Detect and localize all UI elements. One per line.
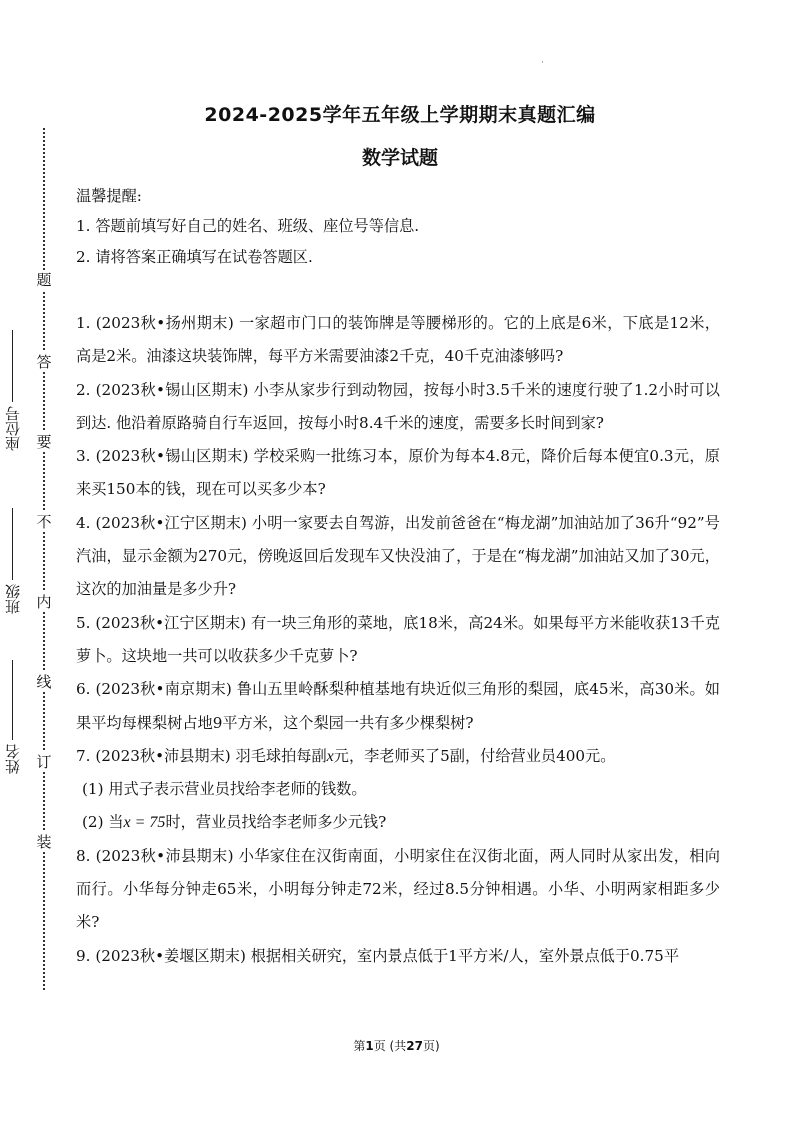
question-1: 1. (2023秋•扬州期末) 一家超市门口的装饰牌是等腰梯形的。它的上底是6米，下底是12米，高是2米。油漆这块装饰牌，每平方米需要油漆2千克，40千克油漆够吗?: [76, 314, 720, 366]
name-label: 姓名: [4, 744, 22, 774]
question-7-text-end: 元，李老师买了5副，付给营业员400元。: [333, 746, 616, 765]
page-subtitle: 数学试题: [361, 147, 438, 169]
footer-total-pages: 27: [406, 1039, 423, 1053]
name-blank: [13, 660, 14, 740]
question-6: 6. (2023秋•南京期末) 鲁山五里岭酥梨种植基地有块近似三角形的梨园，底45米，高30米。如果平均每棵梨树占地9平方米，这个梨园一共有多少棵梨树?: [76, 680, 720, 732]
question-4: 4. (2023秋•江宁区期末) 小明一家要去自驾游，出发前爸爸在“梅龙湖”加油站加了36升“92”号汽油，显示金额为270元，傍晚返回后发现车又快没油了，于是在“梅龙湖”加油站又加了30元，这次的加油量是多少升?: [76, 513, 720, 599]
binding-char: 订: [34, 752, 54, 772]
question-7-sub-1: (1) 用式子表示营业员找给李老师的钱数。: [82, 780, 367, 799]
exam-content: [76, 181, 720, 973]
seat-number-label: 座位号: [4, 406, 22, 451]
footer-suffix: 页): [422, 1039, 440, 1053]
footer-prefix: 第: [353, 1039, 366, 1053]
binding-char: 线: [34, 672, 54, 692]
notice-item: 1. 答题前填写好自己的姓名、班级、座位号等信息.: [76, 217, 420, 235]
binding-char: 内: [34, 592, 54, 612]
question-9: 9. (2023秋•姜堰区期末) 根据相关研究，室内景点低于1平方米/人，室外景点低于0.75平: [76, 946, 680, 965]
notice-title: 温馨提醒:: [76, 187, 142, 205]
binding-char: 答: [34, 352, 54, 372]
question-3: 3. (2023秋•锡山区期末) 学校采购一批练习本，原价为每本4.8元，降价后每本便宜0.3元，原来买150本的钱，现在可以买多少本?: [76, 447, 720, 499]
notice-item: 2. 请将答案正确填写在试卷答题区.: [76, 248, 313, 266]
seat-number-field: [2, 330, 24, 451]
page-footer: [0, 1037, 793, 1054]
question-7: [76, 740, 720, 773]
question-7-sub-2-end: 时，营业员找给李老师多少元钱?: [165, 813, 387, 832]
question-5: 5. (2023秋•江宁区期末) 有一块三角形的菜地，底18米，高24米。如果每平方米能收获13千克萝卜。这块地一共可以收获多少千克萝卜?: [76, 613, 720, 665]
footer-middle: 页 (共: [373, 1039, 407, 1053]
class-label: 班级: [4, 584, 22, 614]
question-7-text: 7. (2023秋•沛县期末) 羽毛球拍每副: [76, 746, 327, 765]
variable-x: x: [326, 747, 334, 765]
binding-dotted-line: [43, 128, 45, 990]
question-7-sub-2: [76, 806, 720, 839]
math-expression: x = 75: [123, 814, 166, 832]
footer-page-number: 1: [365, 1039, 374, 1053]
class-field: [2, 508, 24, 614]
question-8: 8. (2023秋•沛县期末) 小华家住在汉街南面，小明家住在汉街北面，两人同时从家出发，相向而行。小华每分钟走65米，小明每分钟走72米，经过8.5分钟相遇。小华、小明两家相距多少米?: [76, 846, 720, 932]
binding-char: 不: [34, 512, 54, 532]
page-title: 2024-2025学年五年级上学期期末真题汇编: [204, 104, 596, 126]
question-2: 2. (2023秋•锡山区期末) 小李从家步行到动物园，按每小时3.5千米的速度行驶了1.2小时可以到达. 他沿着原路骑自行车返回，按每小时8.4千米的速度，需要多长时间到家?: [76, 380, 720, 432]
name-field: [2, 660, 24, 774]
seat-number-blank: [13, 330, 14, 402]
spacer: [76, 273, 720, 307]
header-dot: ·: [541, 58, 544, 68]
binding-char: 装: [34, 832, 54, 852]
question-7-sub-2-text: (2) 当: [82, 813, 124, 832]
class-blank: [13, 508, 14, 580]
binding-char: 题: [34, 270, 54, 290]
binding-char: 要: [34, 432, 54, 452]
